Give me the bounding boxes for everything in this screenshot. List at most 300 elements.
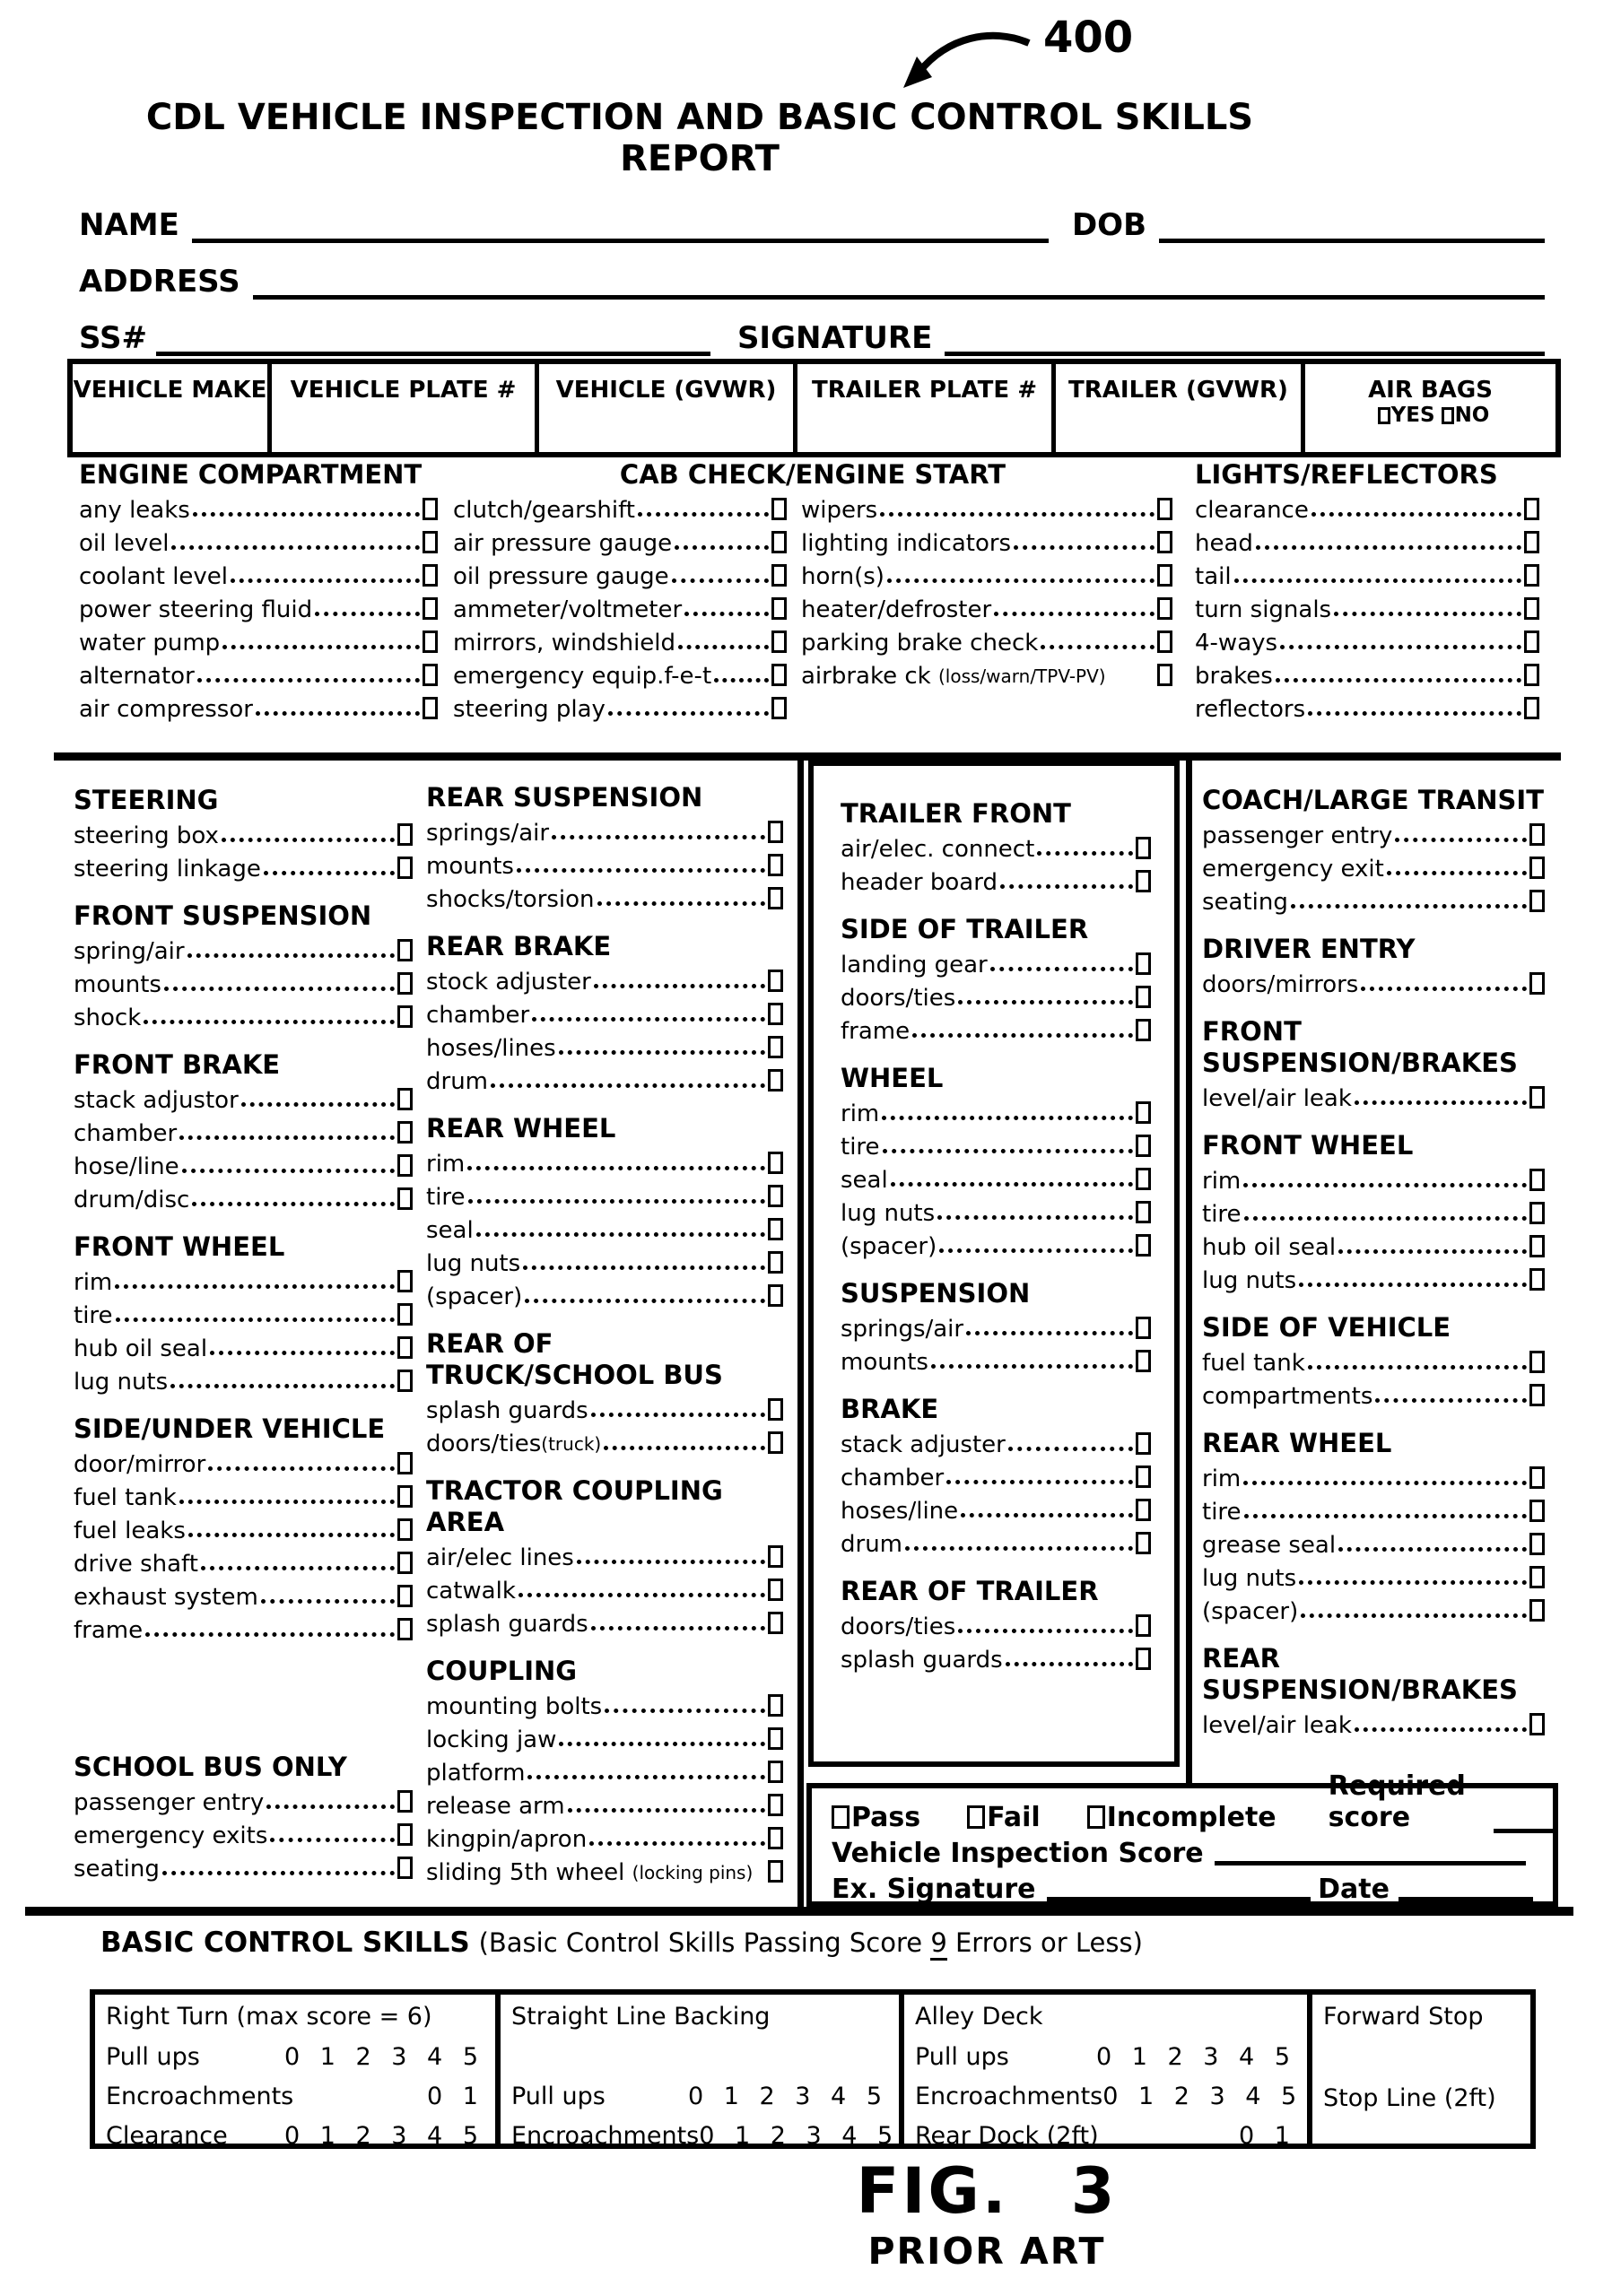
dot-leader <box>1243 1183 1527 1187</box>
item-checkbox[interactable] <box>1529 1466 1545 1489</box>
dot-leader <box>1301 1613 1527 1618</box>
dot-leader <box>1291 904 1527 909</box>
vehicle-table-cell[interactable] <box>1305 364 1555 452</box>
dot-leader <box>552 835 765 839</box>
dot-leader <box>182 1169 395 1173</box>
checklist-item <box>426 1424 783 1457</box>
checklist-item <box>426 1244 783 1277</box>
inspection-score-line[interactable] <box>1215 1856 1526 1866</box>
item-checkbox[interactable] <box>768 1284 783 1307</box>
address-input-line[interactable] <box>253 288 1545 300</box>
airbags-checkbox[interactable] <box>1378 407 1390 424</box>
item-label: platform <box>426 1760 526 1787</box>
checklist-section <box>841 1576 1151 1674</box>
item-checkbox[interactable] <box>423 597 438 620</box>
item-checkbox[interactable] <box>397 1187 413 1210</box>
checklist-section <box>426 1475 783 1638</box>
dot-leader <box>525 1299 765 1303</box>
item-checkbox[interactable] <box>1524 597 1539 620</box>
dot-leader <box>1006 1662 1133 1666</box>
result-options-row <box>832 1770 1533 1833</box>
item-checkbox[interactable] <box>1157 498 1172 520</box>
item-label: sliding 5th wheel <box>426 1859 632 1886</box>
item-checkbox[interactable] <box>1524 697 1539 719</box>
section-heading: REAR SUSPENSION <box>426 782 703 813</box>
item-checkbox[interactable] <box>1157 664 1172 686</box>
item-checkbox[interactable] <box>768 1860 783 1883</box>
checklist-section <box>841 1394 1151 1558</box>
item-checkbox[interactable] <box>1529 1599 1545 1622</box>
inspection-score-row <box>832 1833 1533 1869</box>
item-checkbox[interactable] <box>397 1005 413 1028</box>
checklist-item <box>841 1607 1151 1640</box>
basic-control-heading <box>100 1926 1143 1959</box>
score-options[interactable]: 0 1 2 3 4 5 <box>688 2083 888 2110</box>
vehicle-table-cell[interactable] <box>1056 364 1305 452</box>
item-checkbox[interactable] <box>768 1578 783 1601</box>
item-checkbox[interactable] <box>768 1794 783 1816</box>
item-label: emergency exits <box>74 1822 268 1849</box>
checklist-item <box>1195 590 1539 623</box>
dot-leader <box>170 1384 395 1388</box>
item-label: hub oil seal <box>1202 1234 1337 1261</box>
item-label: lug nuts <box>1202 1267 1297 1294</box>
item-label: airbrake ck <box>801 663 938 690</box>
dot-leader <box>714 678 769 683</box>
item-checkbox[interactable] <box>771 531 787 553</box>
skill-title: Right Turn (max score = 6) <box>106 2003 432 2031</box>
item-checkbox[interactable] <box>1529 972 1545 995</box>
section-heading: STEERING <box>74 785 219 815</box>
item-label: power steering fluid <box>79 596 313 623</box>
checklist-section <box>74 900 413 1031</box>
item-label: mounts <box>426 853 514 880</box>
vehicle-table-cell[interactable] <box>73 364 272 452</box>
section-heading: BRAKE <box>841 1394 939 1424</box>
basic-control-subtitle <box>479 1927 1143 1961</box>
checklist-item <box>841 1309 1151 1343</box>
item-checkbox[interactable] <box>423 564 438 587</box>
item-label: horn(s) <box>801 563 884 590</box>
item-checkbox[interactable] <box>397 1336 413 1359</box>
item-label: doors/mirrors <box>1202 971 1359 998</box>
score-options[interactable]: 0 1 2 3 4 5 <box>284 2043 484 2071</box>
item-checkbox[interactable] <box>1529 1384 1545 1406</box>
ss-label: SS# <box>79 320 147 356</box>
item-checkbox[interactable] <box>397 857 413 879</box>
item-checkbox[interactable] <box>397 1857 413 1879</box>
checklist-item <box>1195 657 1539 690</box>
item-checkbox[interactable] <box>397 823 413 846</box>
incomplete-checkbox[interactable] <box>1087 1805 1105 1829</box>
checklist-item <box>1202 1592 1545 1625</box>
dot-leader <box>966 1331 1133 1335</box>
dot-leader <box>559 1742 765 1746</box>
trailer-inspection-box <box>808 761 1180 1767</box>
score-options[interactable]: 0 1 2 3 4 5 <box>699 2122 900 2150</box>
vehicle-column-label: VEHICLE PLATE # <box>290 377 517 404</box>
dot-leader <box>527 1775 765 1779</box>
skill-rows <box>915 2038 1303 2156</box>
item-checkbox[interactable] <box>397 1585 413 1607</box>
item-checkbox[interactable] <box>1157 597 1172 620</box>
item-label: alternator <box>79 663 195 690</box>
checklist-item <box>426 1687 783 1720</box>
item-checkbox[interactable] <box>768 1185 783 1207</box>
item-checkbox[interactable] <box>397 1552 413 1574</box>
dot-leader <box>568 1808 765 1813</box>
item-checkbox[interactable] <box>768 1694 783 1717</box>
item-label: rim <box>426 1151 466 1178</box>
dob-input-line[interactable] <box>1159 231 1545 243</box>
fail-checkbox[interactable] <box>967 1805 985 1829</box>
item-label: oil level <box>79 530 170 557</box>
item-label: fuel tank <box>1202 1350 1305 1377</box>
checklist-item <box>453 524 787 557</box>
checklist-item <box>841 945 1151 978</box>
item-checkbox[interactable] <box>1157 564 1172 587</box>
item-checkbox[interactable] <box>768 887 783 909</box>
date-line[interactable] <box>1399 1892 1533 1901</box>
item-checkbox[interactable] <box>397 1790 413 1813</box>
item-checkbox[interactable] <box>397 1270 413 1292</box>
dot-leader <box>1311 512 1521 517</box>
item-checkbox[interactable] <box>1529 857 1545 879</box>
dot-leader <box>1338 1249 1527 1254</box>
skill-cell <box>1312 1995 1530 2144</box>
checklist-item <box>74 1296 413 1329</box>
vehicle-table-cell[interactable] <box>797 364 1056 452</box>
item-label: lug nuts <box>74 1369 169 1396</box>
item-checkbox[interactable] <box>1524 631 1539 653</box>
dot-leader <box>591 1626 765 1631</box>
signature-label: SIGNATURE <box>736 320 933 356</box>
item-label: tire <box>426 1184 466 1211</box>
dot-leader <box>883 1149 1133 1153</box>
item-checkbox[interactable] <box>1529 1169 1545 1191</box>
checklist-section <box>426 1328 783 1457</box>
dot-leader <box>1008 1447 1133 1451</box>
item-checkbox[interactable] <box>1136 986 1151 1008</box>
item-label: brakes <box>1195 663 1273 690</box>
item-checkbox[interactable] <box>1136 870 1151 892</box>
item-checkbox[interactable] <box>397 1088 413 1110</box>
pass-option <box>832 1802 920 1833</box>
item-label: steering box <box>74 822 219 849</box>
item-checkbox[interactable] <box>771 697 787 719</box>
item-checkbox[interactable] <box>397 1618 413 1640</box>
item-checkbox[interactable] <box>397 1452 413 1474</box>
item-checkbox[interactable] <box>1136 1168 1151 1190</box>
item-checkbox[interactable] <box>423 531 438 553</box>
item-checkbox[interactable] <box>1524 498 1539 520</box>
item-label: compartments <box>1202 1383 1373 1410</box>
dot-leader <box>937 1215 1133 1220</box>
item-checkbox[interactable] <box>1529 1566 1545 1588</box>
item-checkbox[interactable] <box>1529 1086 1545 1109</box>
item-label: drum/disc <box>74 1187 190 1213</box>
dot-leader <box>468 1199 765 1204</box>
item-checkbox[interactable] <box>768 1069 783 1091</box>
skill-label: Pull ups <box>511 2083 606 2110</box>
score-options[interactable]: 0 1 <box>427 2083 484 2110</box>
checklist-item <box>453 557 787 590</box>
dot-leader <box>958 1000 1133 1004</box>
dot-leader <box>523 1265 765 1270</box>
checklist-item <box>1202 1706 1545 1739</box>
checklist-item <box>1202 1377 1545 1410</box>
skill-row <box>915 2077 1303 2117</box>
item-checkbox[interactable] <box>1157 631 1172 653</box>
item-checkbox[interactable] <box>1136 1465 1151 1488</box>
item-label: rim <box>1202 1465 1242 1492</box>
item-checkbox[interactable] <box>1524 664 1539 686</box>
item-label: stock adjuster <box>426 969 591 996</box>
item-checkbox[interactable] <box>1529 890 1545 912</box>
checklist-section <box>426 1656 783 1886</box>
item-checkbox[interactable] <box>1136 1648 1151 1670</box>
item-checkbox[interactable] <box>768 1218 783 1240</box>
cab-check-right-column <box>801 491 1172 723</box>
skill-row <box>1323 2079 1520 2118</box>
item-checkbox[interactable] <box>1529 1533 1545 1555</box>
item-checkbox[interactable] <box>397 1154 413 1177</box>
item-checkbox[interactable] <box>397 972 413 995</box>
item-checkbox[interactable] <box>1136 1499 1151 1521</box>
section-heading: FRONT SUSPENSION <box>74 900 372 931</box>
item-checkbox[interactable] <box>1529 1202 1545 1224</box>
item-checkbox[interactable] <box>423 631 438 653</box>
dot-leader <box>1355 1100 1527 1105</box>
item-checkbox[interactable] <box>1136 1234 1151 1257</box>
required-score-field <box>1329 1770 1555 1833</box>
item-label: air pressure gauge <box>453 530 673 557</box>
item-checkbox[interactable] <box>1529 1235 1545 1257</box>
item-label: 4-ways <box>1195 630 1278 657</box>
item-checkbox[interactable] <box>1136 1350 1151 1372</box>
vehicle-column-label: TRAILER (GVWR) <box>1068 377 1288 404</box>
item-checkbox[interactable] <box>397 1121 413 1144</box>
item-checkbox[interactable] <box>1136 1432 1151 1455</box>
item-checkbox[interactable] <box>1529 1351 1545 1373</box>
item-checkbox[interactable] <box>768 1761 783 1783</box>
checklist-item <box>801 524 1172 557</box>
item-label: steering play <box>453 696 606 723</box>
item-checkbox[interactable] <box>771 664 787 686</box>
dot-leader <box>208 1466 395 1471</box>
item-checkbox[interactable] <box>768 1431 783 1454</box>
item-label: air/elec lines <box>426 1544 574 1571</box>
dot-leader <box>638 512 769 517</box>
dot-leader <box>1244 1216 1527 1221</box>
item-checkbox[interactable] <box>1136 1317 1151 1339</box>
section-heading: DRIVER ENTRY <box>1202 934 1416 964</box>
item-checkbox[interactable] <box>768 1727 783 1750</box>
score-options[interactable]: 0 1 <box>1239 2122 1296 2150</box>
item-label: passenger entry <box>1202 822 1393 849</box>
section-heading: SCHOOL BUS ONLY <box>74 1752 347 1782</box>
item-label: ammeter/voltmeter <box>453 596 683 623</box>
item-checkbox[interactable] <box>768 1251 783 1274</box>
item-checkbox[interactable] <box>771 631 787 653</box>
dot-leader <box>116 1318 395 1322</box>
item-checkbox[interactable] <box>768 1612 783 1634</box>
item-checkbox[interactable] <box>1136 952 1151 975</box>
item-checkbox[interactable] <box>1136 1019 1151 1041</box>
skill-label: Pull ups <box>106 2043 200 2071</box>
checklist-item <box>74 1578 413 1611</box>
dot-leader <box>266 1805 395 1809</box>
item-label: lug nuts <box>1202 1565 1297 1592</box>
section-heading: SIDE OF VEHICLE <box>1202 1312 1451 1343</box>
item-checkbox[interactable] <box>397 1485 413 1508</box>
checklist-item <box>841 1194 1151 1227</box>
item-checkbox[interactable] <box>768 1827 783 1849</box>
item-checkbox[interactable] <box>1157 531 1172 553</box>
item-checkbox[interactable] <box>768 1003 783 1025</box>
item-checkbox[interactable] <box>771 597 787 620</box>
item-checkbox[interactable] <box>397 1518 413 1541</box>
item-checkbox[interactable] <box>423 697 438 719</box>
item-checkbox[interactable] <box>1136 1532 1151 1554</box>
checklist-item <box>74 1180 413 1213</box>
cab-check-heading: CAB CHECK/ENGINE START <box>619 459 1006 490</box>
item-checkbox[interactable] <box>768 1545 783 1568</box>
dot-leader <box>891 1182 1133 1187</box>
vehicle-table-cell[interactable] <box>539 364 797 452</box>
checklist-item <box>74 1147 413 1180</box>
skill-row <box>915 2117 1296 2156</box>
item-checkbox[interactable] <box>771 564 787 587</box>
checklist-item <box>453 657 787 690</box>
checklist-item <box>79 623 438 657</box>
checklist-item <box>79 590 438 623</box>
dot-leader <box>261 1599 395 1604</box>
score-options[interactable]: 0 1 2 3 4 5 <box>1102 2083 1303 2110</box>
item-checkbox[interactable] <box>397 1823 413 1846</box>
signature-input-line[interactable] <box>945 344 1545 356</box>
item-checkbox[interactable] <box>397 939 413 961</box>
checklist-item <box>1202 1195 1545 1228</box>
skill-cell <box>904 1995 1312 2150</box>
checklist-item <box>74 1511 413 1544</box>
examiner-signature-line[interactable] <box>1047 1892 1311 1901</box>
skill-label: Clearance <box>106 2122 228 2150</box>
skill-cell <box>501 1995 904 2150</box>
checklist-section <box>841 1063 1151 1260</box>
checklist-item <box>841 863 1151 896</box>
item-checkbox[interactable] <box>1136 837 1151 859</box>
dot-leader <box>115 1284 395 1289</box>
lights-reflectors-section <box>1195 459 1539 741</box>
checklist-item <box>841 1425 1151 1458</box>
name-input-line[interactable] <box>192 231 1049 243</box>
checklist-item <box>426 1029 783 1062</box>
cab-check-section <box>453 459 1172 723</box>
ss-input-line[interactable] <box>156 344 710 356</box>
skill-label: Pull ups <box>915 2043 1009 2071</box>
section-heading: REAR BRAKE <box>426 931 612 961</box>
checklist-item <box>426 1211 783 1244</box>
checklist-item <box>74 1544 413 1578</box>
item-checkbox[interactable] <box>397 1370 413 1392</box>
item-label: hose/line <box>74 1153 179 1180</box>
airbags-checkbox[interactable] <box>1442 407 1454 424</box>
item-checkbox[interactable] <box>1136 1135 1151 1157</box>
checklist-section <box>1195 459 1539 723</box>
item-checkbox[interactable] <box>768 970 783 992</box>
item-label: doors/ties <box>841 1613 956 1640</box>
pass-checkbox[interactable] <box>832 1805 850 1829</box>
vehicle-column-label: AIR BAGS <box>1368 377 1493 404</box>
item-checkbox[interactable] <box>1136 1101 1151 1124</box>
dot-leader <box>1338 1547 1527 1552</box>
item-note: (truck) <box>541 1433 602 1455</box>
item-checkbox[interactable] <box>1524 531 1539 553</box>
item-checkbox[interactable] <box>1529 1268 1545 1291</box>
skill-row <box>511 2077 888 2117</box>
item-checkbox[interactable] <box>771 498 787 520</box>
dot-leader <box>678 645 769 649</box>
checklist-item <box>1195 491 1539 524</box>
checklist-item <box>841 1094 1151 1127</box>
item-checkbox[interactable] <box>423 498 438 520</box>
checklist-item <box>426 1853 783 1886</box>
dot-leader <box>604 1446 765 1450</box>
section-heading: COUPLING <box>426 1656 578 1686</box>
item-checkbox[interactable] <box>1529 1500 1545 1522</box>
section-heading: FRONT SUSPENSION/BRAKES <box>1202 1016 1518 1078</box>
checklist-item <box>841 1525 1151 1558</box>
checklist-item <box>79 524 438 557</box>
item-label: splash guards <box>426 1397 588 1424</box>
checklist-item <box>74 1445 413 1478</box>
item-checkbox[interactable] <box>1136 1201 1151 1223</box>
vehicle-table-cell[interactable] <box>272 364 539 452</box>
cab-check-left-column <box>453 491 787 723</box>
item-checkbox[interactable] <box>768 1152 783 1174</box>
checklist-item <box>1202 1459 1545 1492</box>
checklist-item <box>1195 690 1539 723</box>
item-checkbox[interactable] <box>1136 1614 1151 1637</box>
checklist-section <box>1202 1312 1545 1410</box>
item-checkbox[interactable] <box>1529 1713 1545 1735</box>
item-label: tail <box>1195 563 1232 590</box>
skill-row <box>106 2038 484 2077</box>
item-checkbox[interactable] <box>1529 823 1545 846</box>
dot-leader <box>1375 1398 1527 1403</box>
item-checkbox[interactable] <box>768 1036 783 1058</box>
checklist-item <box>426 1538 783 1571</box>
fail-label: Fail <box>987 1802 1041 1833</box>
score-options[interactable]: 0 1 2 3 4 5 <box>284 2122 484 2150</box>
item-checkbox[interactable] <box>397 1303 413 1326</box>
dot-leader <box>939 1248 1133 1253</box>
item-checkbox[interactable] <box>423 664 438 686</box>
item-label: seal <box>426 1217 474 1244</box>
checklist-item <box>841 1227 1151 1260</box>
subtitle-suffix: Errors or Less) <box>946 1927 1143 1958</box>
item-label: springs/air <box>426 820 550 847</box>
item-checkbox[interactable] <box>1524 564 1539 587</box>
item-checkbox[interactable] <box>768 821 783 843</box>
score-options[interactable]: 0 1 2 3 4 5 <box>1096 2043 1296 2071</box>
required-score-line[interactable] <box>1494 1823 1554 1833</box>
dot-leader <box>1000 884 1133 889</box>
item-checkbox[interactable] <box>768 1398 783 1421</box>
item-checkbox[interactable] <box>768 854 783 876</box>
inspection-column-4 <box>1202 785 1545 1757</box>
